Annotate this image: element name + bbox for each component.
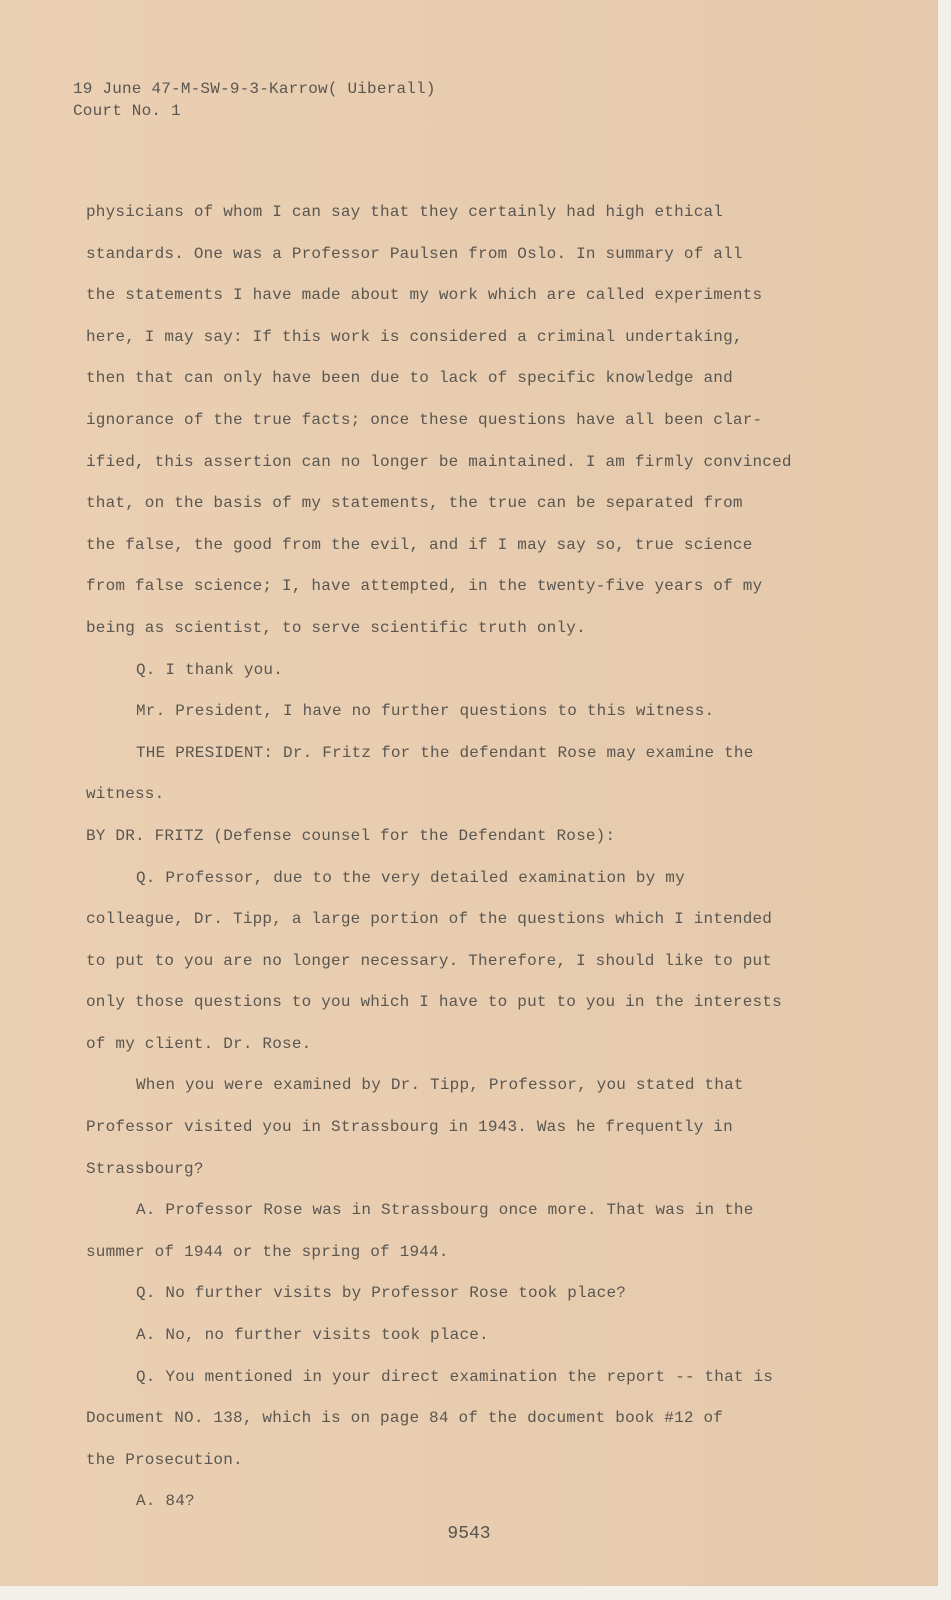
scan-edge-bottom <box>0 1586 951 1600</box>
transcript-line: then that can only have been due to lack of specific knowledge and <box>86 369 733 388</box>
document-header <box>73 78 436 122</box>
transcript-line: here, I may say: If this work is considered a criminal undertaking, <box>86 327 743 346</box>
transcript-line: the false, the good from the evil, and if I may say so, true science <box>86 535 753 554</box>
transcript-line: ignorance of the true facts; once these questions have all been clar- <box>86 410 763 429</box>
transcript-line: A. No, no further visits took place. <box>136 1326 489 1345</box>
transcript-line: from false science; I, have attempted, in the twenty-five years of my <box>86 577 763 596</box>
transcript-line: physicians of whom I can say that they certainly had high ethical <box>86 203 724 221</box>
transcript-line: the Prosecution. <box>86 1450 243 1469</box>
transcript-line: summer of 1944 or the spring of 1944. <box>86 1242 449 1261</box>
transcript-line: Professor visited you in Strassbourg in 1943. Was he frequently in <box>86 1118 733 1137</box>
header-line-court: Court No. 1 <box>73 102 181 120</box>
transcript-line: to put to you are no longer necessary. Therefore, I should like to put <box>86 951 773 970</box>
transcript-line: BY DR. FRITZ (Defense counsel for the Defendant Rose): <box>86 826 616 845</box>
transcript-body <box>86 200 916 1531</box>
transcript-line: that, on the basis of my statements, the true can be separated from <box>86 494 743 513</box>
transcript-line: Q. You mentioned in your direct examination the report -- that is <box>136 1367 774 1386</box>
scan-edge-right <box>938 0 951 1600</box>
transcript-line: A. Professor Rose was in Strassbourg once more. That was in the <box>136 1201 754 1220</box>
transcript-line: ified, this assertion can no longer be maintained. I am firmly convinced <box>86 452 792 471</box>
transcript-line: Strassbourg? <box>86 1159 204 1178</box>
transcript-line: Q. No further visits by Professor Rose took place? <box>136 1284 627 1303</box>
transcript-line: When you were examined by Dr. Tipp, Professor, you stated that <box>136 1076 744 1095</box>
transcript-line: A. 84? <box>136 1492 195 1511</box>
transcript-line: standards. One was a Professor Paulsen from Oslo. In summary of all <box>86 244 743 263</box>
page-number: 9543 <box>447 1524 491 1544</box>
transcript-line: colleague, Dr. Tipp, a large portion of the questions which I intended <box>86 910 773 929</box>
transcript-line: THE PRESIDENT: Dr. Fritz for the defendant Rose may examine the <box>136 743 754 762</box>
transcript-line: the statements I have made about my work which are called experiments <box>86 286 763 305</box>
transcript-line: Q. I thank you. <box>136 660 284 679</box>
transcript-line: Q. Professor, due to the very detailed examination by my <box>136 868 685 887</box>
transcript-line: being as scientist, to serve scientific truth only. <box>86 618 586 637</box>
transcript-line: witness. <box>86 785 165 804</box>
transcript-line: Document NO. 138, which is on page 84 of the document book #12 of <box>86 1409 724 1428</box>
transcript-line: Mr. President, I have no further questions to this witness. <box>136 702 715 721</box>
transcript-line: only those questions to you which I have to put to you in the interests <box>86 993 782 1012</box>
transcript-line: of my client. Dr. Rose. <box>86 1034 312 1053</box>
header-line-session: 19 June 47-M-SW-9-3-Karrow( Uiberall) <box>73 80 436 98</box>
